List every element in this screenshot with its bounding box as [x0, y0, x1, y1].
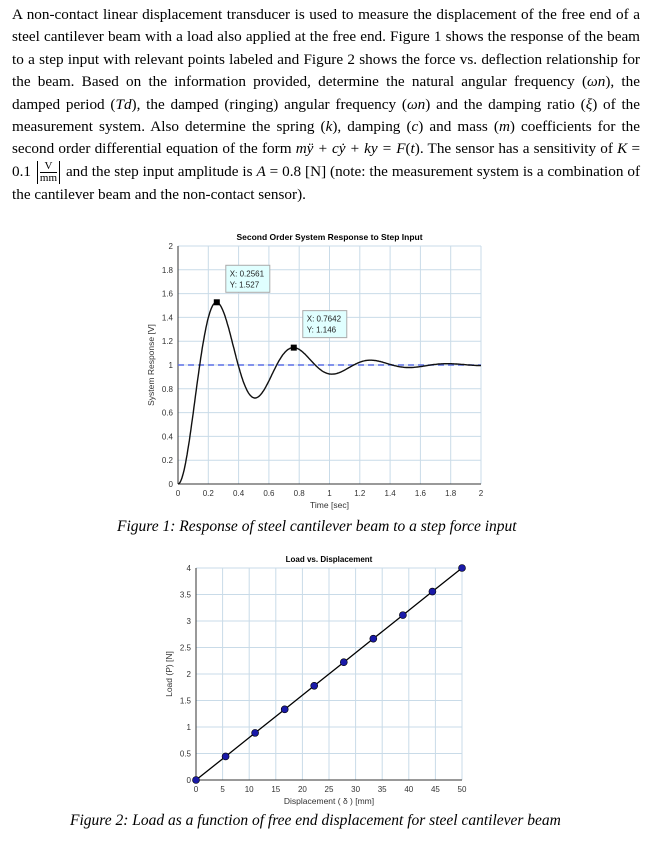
fraction-part: V [40, 161, 57, 173]
math-symbol: n [417, 95, 426, 113]
math-symbol: T [115, 95, 124, 113]
data-point [340, 659, 347, 666]
text-segment: ) of the measurement system. Also determine the spring ( [12, 95, 641, 136]
data-point [222, 753, 229, 760]
x-tick-label: 10 [244, 785, 254, 794]
text-segment: A non-contact linear displacement transducer is used to measure the displacement of the free end of a steel cantilever beam with a load also applied at the free end. Figure 1 shows the response of the beam to a step input with relevant points labeled and Figure 2 shows the force vs. deflection relationship for the beam. Based on the information provided, determine the natural angular frequency ( [12, 6, 640, 91]
text-segment: = 0.1 [12, 140, 641, 180]
x-tick-label: 1.6 [414, 489, 426, 498]
y-axis-label: Load (P) [N] [164, 651, 174, 697]
x-tick-label: 20 [297, 785, 307, 794]
text-segment: and the step input amplitude is [62, 162, 257, 180]
x-axis-label: Displacement ( δ ) [mm] [283, 796, 375, 806]
math-symbol: k [325, 118, 333, 136]
y-tick-label: 0.8 [161, 384, 173, 394]
x-tick-label: 5 [220, 785, 225, 794]
x-tick-label: 25 [324, 785, 334, 794]
data-point [281, 706, 288, 713]
text-segment: = 0.8 [N] (note: the measurement system is a combination of the cantilever beam and the non-contact sensor). [12, 162, 641, 203]
x-tick-label: 1 [327, 489, 332, 498]
math-symbol: mÿ + cẏ + ky = [295, 140, 393, 158]
x-tick-label: 0 [193, 785, 199, 794]
math-symbol: F [396, 140, 406, 158]
y-tick-label: 2.5 [179, 643, 191, 653]
data-point [459, 565, 466, 572]
text-segment: ), damping ( [332, 118, 412, 136]
y-tick-label: 2 [186, 670, 191, 679]
text-segment: ) and the damping ratio ( [425, 95, 586, 113]
x-tick-label: 0.8 [293, 489, 305, 498]
chart-title: Second Order System Response to Step Input [236, 232, 423, 242]
x-tick-label: 1.4 [384, 489, 396, 498]
x-tick-label: 50 [457, 785, 467, 794]
x-tick-label: 35 [377, 785, 387, 794]
y-axis-label: System Response [V] [146, 324, 156, 406]
text-segment: ), the damped (ringing) angular frequency ( [131, 95, 407, 113]
x-tick-label: 45 [430, 785, 440, 794]
y-tick-label: 1.6 [161, 289, 173, 299]
x-tick-label: 2 [478, 489, 484, 498]
y-tick-label: 1.8 [161, 265, 173, 275]
y-tick-label: 0.6 [161, 408, 173, 418]
data-point [399, 612, 406, 619]
y-tick-label: 1 [168, 361, 173, 370]
math-symbol: A [256, 162, 266, 180]
x-tick-label: 30 [351, 785, 361, 794]
y-tick-label: 1.2 [161, 337, 173, 347]
x-tick-label: 15 [271, 785, 281, 794]
chart-title: Load vs. Displacement [285, 555, 373, 564]
data-point [370, 635, 377, 642]
data-point [193, 777, 200, 784]
figure-1-caption: Figure 1: Response of steel cantilever beam to a step force input [117, 518, 517, 535]
math-symbol: m [498, 118, 510, 136]
y-tick-label: 1 [186, 723, 191, 732]
y-tick-label: 3.5 [179, 590, 191, 600]
data-point [252, 729, 259, 736]
x-tick-label: 0.2 [202, 489, 214, 498]
y-tick-label: 4 [186, 564, 191, 573]
math-symbol: ω [587, 73, 598, 91]
math-symbol: ξ [585, 95, 593, 113]
math-symbol: K [617, 140, 628, 158]
math-symbol: c [411, 118, 419, 136]
y-tick-label: 0.4 [161, 432, 173, 442]
text-segment: ) and mass ( [418, 118, 499, 136]
y-tick-label: 0 [186, 776, 191, 785]
y-tick-label: 0.2 [161, 456, 173, 466]
data-point [429, 588, 436, 595]
x-tick-label: 0.4 [233, 489, 245, 498]
figure-2-caption: Figure 2: Load as a function of free end displacement for steel cantilever beam [70, 812, 561, 829]
y-tick-label: 0.5 [179, 749, 191, 759]
math-symbol: d [123, 95, 132, 113]
y-tick-label: 0 [168, 480, 173, 489]
math-symbol: t [410, 140, 415, 158]
fraction-part: mm [39, 171, 58, 184]
text-segment: ). The sensor has a sensitivity of [414, 140, 618, 158]
x-tick-label: 0 [175, 489, 181, 498]
x-tick-label: 1.2 [354, 489, 366, 498]
math-symbol: n [597, 73, 606, 91]
y-tick-label: 1.5 [179, 696, 191, 706]
datatip-x: X: 0.7642 [306, 314, 342, 324]
y-tick-label: 1.4 [161, 313, 173, 323]
x-tick-label: 1.8 [445, 489, 457, 498]
y-tick-label: 2 [168, 242, 173, 251]
x-tick-label: 0.6 [263, 489, 275, 498]
datatip-y: Y: 1.146 [306, 325, 337, 335]
text-segment: ( [405, 140, 411, 158]
text-segment: ), the damped period ( [12, 73, 640, 113]
math-symbol: ω [406, 95, 418, 113]
x-tick-label: 40 [404, 785, 414, 794]
x-axis-label: Time [sec] [310, 500, 349, 510]
datatip-x: X: 0.2561 [229, 269, 265, 279]
text-segment: ) coefficients for the second order differential equation of the form [12, 118, 641, 158]
datatip-y: Y: 1.527 [229, 280, 260, 290]
data-point [311, 682, 318, 689]
y-tick-label: 3 [186, 617, 191, 626]
